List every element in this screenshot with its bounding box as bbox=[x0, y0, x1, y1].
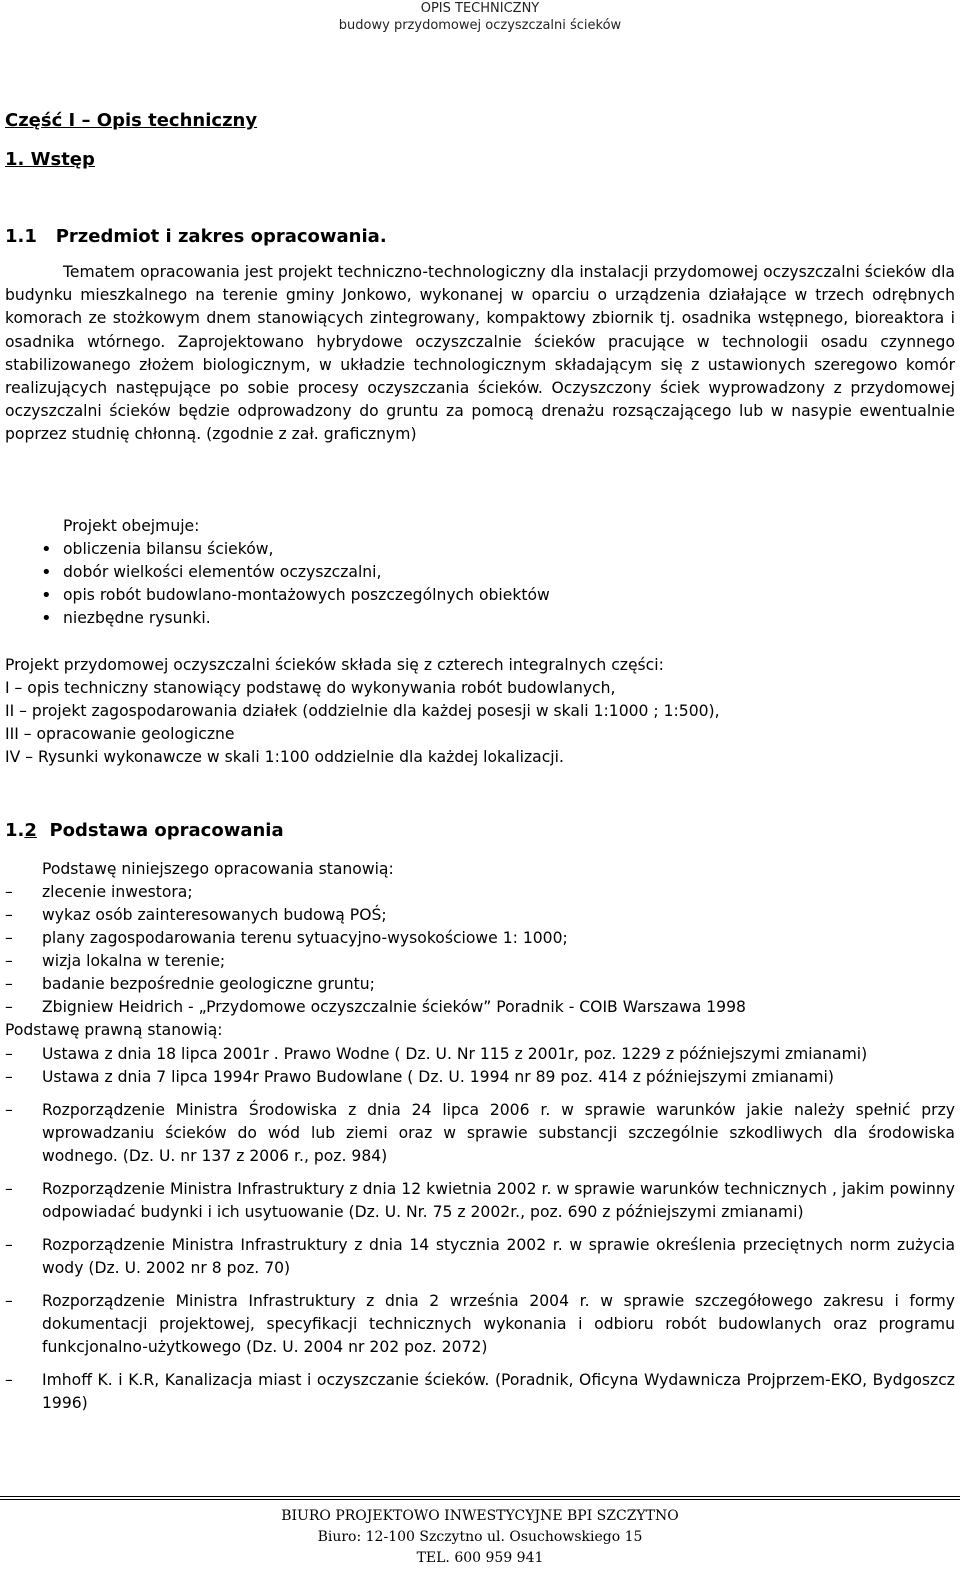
parts-line: IV – Rysunki wykonawcze w skali 1:100 oddzielnie dla każdej lokalizacji. bbox=[5, 748, 564, 766]
intro-heading: 1. Wstęp bbox=[5, 149, 95, 170]
parts-line: I – opis techniczny stanowiący podstawę do wykonywania robót budowlanych, bbox=[5, 679, 616, 697]
list-item: – badanie bezpośrednie geologiczne gruntu; bbox=[5, 973, 955, 996]
section-number: 1.2 bbox=[5, 820, 37, 841]
list-item: – Ustawa z dnia 18 lipca 2001r . Prawo Wodne ( Dz. U. Nr 115 z 2001r, poz. 1229 z późniejszymi zmianami) bbox=[5, 1043, 955, 1066]
footer-phone: TEL. 600 959 941 bbox=[416, 1550, 544, 1566]
parts-line: II – projekt zagospodarowania działek (oddzielnie dla każdej posesji w skali 1:1000 ; 1:500), bbox=[5, 702, 720, 720]
page-footer bbox=[0, 1506, 960, 1569]
list-item: • niezbędne rysunki. bbox=[5, 607, 955, 630]
basis-block bbox=[5, 858, 955, 1042]
parts-intro: Projekt przydomowej oczyszczalni ścieków składa się z czterech integralnych części: bbox=[5, 656, 664, 674]
footer-address: Biuro: 12-100 Szczytno ul. Osuchowskiego 15 bbox=[317, 1529, 643, 1545]
parts-block bbox=[5, 654, 955, 769]
header-title: OPIS TECHNICZNY bbox=[420, 1, 540, 16]
list-item: – Ustawa z dnia 7 lipca 1994r Prawo Budowlane ( Dz. U. 1994 nr 89 poz. 414 z późniejszymi zmianami) bbox=[5, 1066, 955, 1089]
running-header bbox=[0, 0, 960, 34]
basis-lead: Podstawę niniejszego opracowania stanowią: bbox=[42, 860, 394, 878]
list-item: – wykaz osób zainteresowanych budową POŚ; bbox=[5, 904, 955, 927]
section-title: Przedmiot i zakres opracowania. bbox=[55, 226, 387, 247]
section-title: Podstawa opracowania bbox=[49, 820, 284, 841]
list-item: – Rozporządzenie Ministra Infrastruktury z dnia 12 kwietnia 2002 r. w sprawie warunków technicznych , jakim powinny odpowiadać budynki i ich usytuowanie (Dz. U. Nr. 75 z 2002r., poz. 690 z późniejszymi zmianami) bbox=[5, 1178, 955, 1224]
section-number: 1.1 bbox=[5, 226, 37, 247]
list-item: – Rozporządzenie Ministra Infrastruktury z dnia 14 stycznia 2002 r. w sprawie określenia przeciętnych norm zużycia wody (Dz. U. 2002 nr 8 poz. 70) bbox=[5, 1234, 955, 1280]
parts-line: III – opracowanie geologiczne bbox=[5, 725, 235, 743]
list-item: – zlecenie inwestora; bbox=[5, 881, 955, 904]
list-item: • opis robót budowlano-montażowych poszczególnych obiektów bbox=[5, 584, 955, 607]
list-item: • dobór wielkości elementów oczyszczalni, bbox=[5, 561, 955, 584]
list-item: – wizja lokalna w terenie; bbox=[5, 950, 955, 973]
footer-company: BIURO PROJEKTOWO INWESTYCYJNE BPI SZCZYTNO bbox=[281, 1508, 679, 1524]
list-item: – Rozporządzenie Ministra Środowiska z dnia 24 lipca 2006 r. w sprawie warunków jakie należy spełnić przy wprowadzaniu ścieków do wód lub ziemi oraz w sprawie substancji szczególnie szkodliwych dla środowiska wodnego. (Dz. U. nr 137 z 2006 r., poz. 984) bbox=[5, 1099, 955, 1168]
basis-list bbox=[5, 881, 955, 1019]
list-item: – plany zagospodarowania terenu sytuacyjno-wysokościowe 1: 1000; bbox=[5, 927, 955, 950]
section-1-2-heading bbox=[5, 820, 284, 841]
scope-lead: Projekt obejmuje: bbox=[63, 517, 200, 535]
legal-lead: Podstawę prawną stanowią: bbox=[5, 1021, 223, 1039]
scope-list bbox=[5, 538, 955, 630]
section-1-1-heading bbox=[5, 226, 387, 247]
list-item: – Imhoff K. i K.R, Kanalizacja miast i oczyszczanie ścieków. (Poradnik, Oficyna Wydawnicza Projprzem-EKO, Bydgoszcz 1996) bbox=[5, 1369, 955, 1415]
list-item: • obliczenia bilansu ścieków, bbox=[5, 538, 955, 561]
intro-paragraph-text: Tematem opracowania jest projekt techniczno-technologiczny dla instalacji przydomowej oczyszczalni ścieków dla budynku mieszkalnego na terenie gminy Jonkowo, wykonanej w oparciu o urządzenia działające w trzech odrębnych komorach ze stożkowym dnem stanowiących zintegrowany, kompaktowy zbiornik tj. osadnika wstępnego, bioreaktora i osadnika wtórnego. Zaprojektowano hybrydowe oczyszczalnie ścieków pracujące w technologii osadu czynnego stabilizowanego złożem biologicznym, w układzie technologicznym składającym się z ustawionych szeregowo komór realizujących następujące po sobie procesy oczyszczania ścieków. Oczyszczony ściek wyprowadzony z przydomowej oczyszczalni ścieków będzie odprowadzony do gruntu za pomocą drenażu rozsączającego lub w nasypie ewentualnie poprzez studnię chłonną. (zgodnie z zał. graficznym) bbox=[5, 263, 955, 444]
legal-list bbox=[5, 1043, 955, 1425]
part-heading: Część I – Opis techniczny bbox=[5, 110, 258, 131]
list-item: – Zbigniew Heidrich - „Przydomowe oczyszczalnie ścieków” Poradnik - COIB Warszawa 1998 bbox=[5, 996, 955, 1019]
scope-block bbox=[5, 515, 955, 630]
footer-divider bbox=[0, 1496, 960, 1497]
header-subtitle: budowy przydomowej oczyszczalni ścieków bbox=[338, 18, 622, 33]
intro-paragraph bbox=[5, 261, 955, 447]
list-item: – Rozporządzenie Ministra Infrastruktury z dnia 2 września 2004 r. w sprawie szczegółowego zakresu i formy dokumentacji projektowej, specyfikacji technicznych wykonania i odbioru robót budowlanych oraz programu funkcjonalno-użytkowego (Dz. U. 2004 nr 202 poz. 2072) bbox=[5, 1290, 955, 1359]
footer-divider bbox=[0, 1499, 960, 1500]
